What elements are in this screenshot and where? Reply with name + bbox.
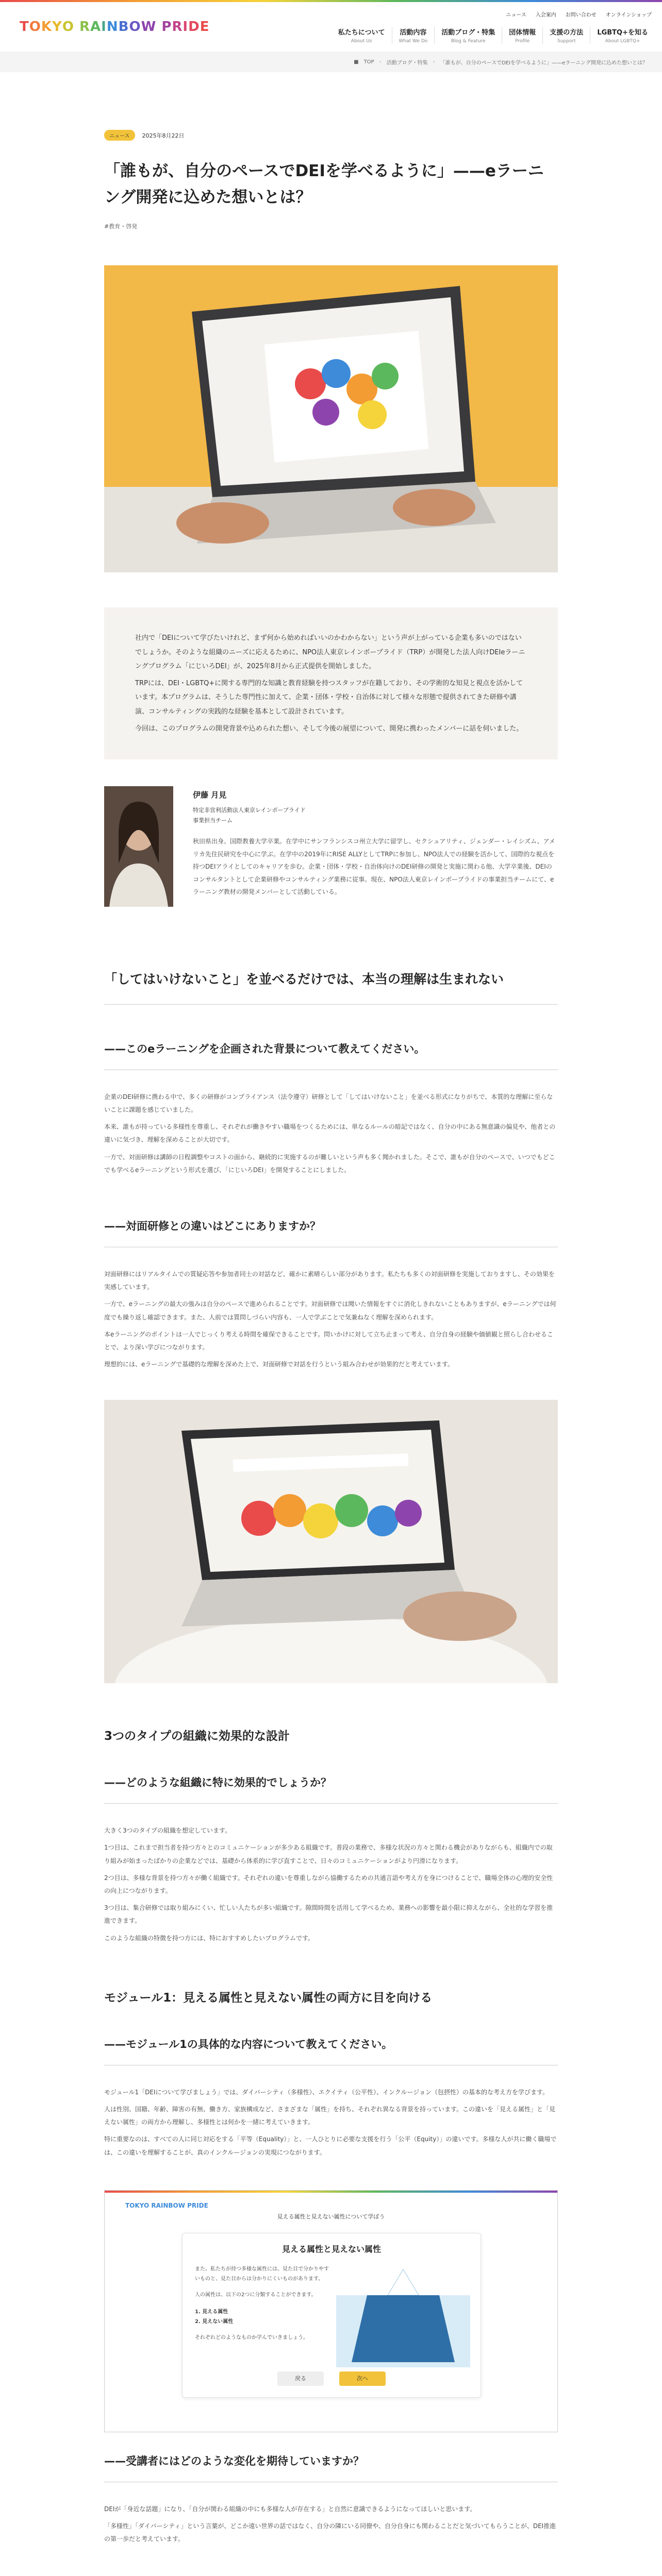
site-header — [0, 2, 662, 52]
hero-image — [104, 265, 558, 572]
utility-nav — [506, 10, 652, 18]
portrait-image — [104, 786, 173, 907]
article — [104, 72, 558, 2576]
slide-brand: TOKYO RAINBOW PRIDE — [125, 2201, 208, 2209]
slide-rainbow-strip — [105, 2191, 557, 2193]
breadcrumb-home[interactable]: TOP — [363, 59, 374, 65]
iceberg-icon — [336, 2264, 470, 2367]
article-date: 2025年8月22日 — [142, 132, 185, 139]
answer-text — [104, 2086, 558, 2159]
nav-main-label: 団体情報 — [509, 29, 536, 37]
profile-info — [193, 786, 558, 907]
slide-back-button[interactable]: 戻る — [277, 2371, 324, 2386]
slide-item: 2. 見えない属性 — [195, 2318, 234, 2325]
section-difference — [104, 1218, 558, 1371]
lead-paragraph: 今回は、このプログラムの開発背景や込められた想い、そして今後の展望について、開発に携わったメンバーに話を伺いました。 — [135, 725, 523, 733]
nav-about[interactable] — [332, 27, 392, 44]
utility-news-link[interactable]: ニュース — [506, 12, 526, 18]
slide-next-button[interactable]: 次へ — [339, 2371, 386, 2386]
slide-buttons — [183, 2371, 481, 2386]
profile-bio: 秋田県出身。国際教養大学卒業。在学中にサンフランシスコ州立大学に留学し、セクシュアリティ、ジェンダー・レイシズム、アメリカ先住民研究を中心に学ぶ。在学中の2019年にRISE ALLYとしてTRPに参加し、NPO法人での経験を活かして、国際的な視点を持つDEIアライとしてのキャリアを歩む。企業・団体・学校・自治体向けのDEI研修の開発と実施に関わる他、大学卒業後、DEIのコンサルタントとして企業研修やコンサルティング業務に従事。現在、NPO法人東京レインボープライドの事業担当チームにて、eラーニング教材の開発メンバーとして活動している。 — [193, 837, 555, 896]
site-logo[interactable]: TOKYO RAINBOW PRIDE — [20, 19, 210, 35]
section-module1 — [104, 2036, 558, 2159]
category-tag[interactable]: ニュース — [104, 130, 135, 141]
nav-profile[interactable] — [502, 27, 543, 44]
answer-paragraph: 2つ目は、多様な背景を持つ方々が働く組織です。それぞれの違いを尊重しながら協働するための共通言語や考え方を身につけることで、職場全体の心理的安全性の向上につながります。 — [104, 1874, 553, 1895]
home-icon: ■ — [354, 59, 359, 65]
nav-main-label: 支援の方法 — [550, 29, 584, 37]
answer-paragraph: 1つ目は、これまで担当者を持つ方々とのコミュニケーションが多少ある組織です。普段の業務で、多様な状況の方々と関わる機会がありながらも、組織内での取り組みが始まったばかりの企業などでは、基礎から体系的に学び直すことで、日々のコミュニケーションがより円滑になります。 — [104, 1844, 553, 1865]
nav-main-label: LGBTQ+を知る — [597, 29, 648, 37]
breadcrumb — [0, 52, 662, 72]
slide-card — [182, 2233, 481, 2398]
main-nav — [332, 27, 655, 44]
section-heading: 3つのタイプの組織に効果的な設計 — [104, 1730, 290, 1743]
answer-paragraph: このような組織の特徴を持つ方には、特におすすめしたいプログラムです。 — [104, 1934, 315, 1942]
article-hashtag[interactable]: #教育・啓発 — [104, 223, 138, 230]
nav-blog[interactable] — [435, 27, 502, 44]
question-heading: ——どのような組織に特に効果的でしょうか？ — [104, 1774, 558, 1804]
nav-sub-label: Profile — [515, 39, 530, 44]
lead-box — [104, 607, 558, 759]
answer-paragraph: 本来、誰もが持っている多様性を尊重し、それぞれが働きやすい職場をつくるためには、単なるルールの暗記ではなく、自分の中にある無意識の偏見や、他者との違いに気づき、理解を深めることが大切です。 — [104, 1123, 556, 1144]
lead-paragraph: TRPには、DEI・LGBTQ+に関する専門的な知識と教育経験を持つスタッフが在籍しており、その学術的な知見と視点を活かしています。本プログラムは、そうした専門性に加えて、企業・団体・学校・自治体に対して様々な形態で提供されてきた研修や講演、コンサルティングの実践的な経験を基本として設計されています。 — [135, 680, 523, 716]
slide-intro: また、私たちが持つ多様な属性には、見た目で分かりやすいものと、見た目からは分かりにくいものがあります。 — [195, 2266, 329, 2282]
nav-support[interactable] — [543, 27, 590, 44]
answer-paragraph: 特に重要なのは、すべての人に同じ対応をする「平等（Equality）」と、一人ひとりに必要な支援を行う「公平（Equity）」の違いです。多様な人が共に働く職場では、この違いを理解することが、真のインクルージョンの実現につながります。 — [104, 2136, 557, 2156]
nav-sub-label: Support — [557, 39, 576, 44]
answer-paragraph: 一方で、eラーニングの最大の強みは自分のペースで進められることです。対面研修では聞いた情報をすぐに消化しきれないこともありますが、eラーニングでは何度でも繰り返し確認できます。また、人前では質問しづらい内容も、一人で学ぶことで気兼ねなく理解を深められます。 — [104, 1300, 556, 1321]
answer-paragraph: 3つ目は、集合研修では取り組みにくい、忙しい人たちが多い組織です。隙間時間を活用して学べるため、業務への影響を最小限に抑えながら、全社的な学習を推進できます。 — [104, 1904, 553, 1925]
laptop-screen-illustration — [104, 1400, 558, 1683]
answer-paragraph: 対面研修にはリアルタイムでの質疑応答や参加者同士の対話など、確かに素晴らしい部分があります。私たちも多くの対面研修を実施しておりますし、その効果を実感しています。 — [104, 1270, 555, 1291]
question-heading: ——モジュール1の具体的な内容について教えてください。 — [104, 2036, 558, 2065]
nav-sub-label: Blog & Feature — [451, 39, 486, 44]
answer-paragraph: 理想的には、eラーニングで基礎的な理解を深めた上で、対面研修で対話を行うという組み合わせが効果的だと考えています。 — [104, 1361, 454, 1368]
nav-sub-label: About Us — [351, 39, 372, 44]
section-expectations — [104, 2453, 558, 2546]
question-heading: ——受講者にはどのような変化を期待していますか？ — [104, 2453, 558, 2482]
utility-contact-link[interactable]: お問い合わせ — [565, 12, 597, 18]
utility-join-link[interactable]: 入会案内 — [535, 12, 556, 18]
question-heading: ——対面研修との違いはどこにありますか？ — [104, 1218, 558, 1247]
nav-main-label: 活動内容 — [400, 29, 427, 37]
nav-main-label: 活動ブログ・特集 — [441, 29, 495, 37]
answer-paragraph: 一方で、対面研修は講師の日程調整やコストの面から、継続的に実施するのが難しいという声も多く聞かれました。そこで、誰もが自分のペースで、いつでもどこでも学べるeラーニングという形式を選び、「にじいろDEI」を開発することにしました。 — [104, 1153, 555, 1174]
nav-main-label: 私たちについて — [338, 29, 385, 37]
utility-shop-link[interactable]: オンラインショップ — [605, 12, 652, 18]
laptop-illustration — [104, 265, 558, 572]
answer-text — [104, 1268, 558, 1371]
elearning-slide-screenshot — [104, 2190, 558, 2432]
answer-paragraph: 大きく3つのタイプの組織を想定しています。 — [104, 1827, 231, 1835]
question-heading: ——このeラーニングを企画された背景について教えてください。 — [104, 1041, 558, 1070]
answer-paragraph: DEIが「身近な話題」になり、「自分が関わる組織の中にも多様な人が存在する」と自然に意識できるようになってほしいと思います。 — [104, 2505, 476, 2513]
section-heading: モジュール1：見える属性と見えない属性の両方に目を向ける — [104, 1991, 433, 2005]
section-quote-heading: 「してはいけないこと」を並べるだけでは、本当の理解は生まれない — [104, 969, 558, 1005]
answer-paragraph: 本eラーニングのポイントは一人でじっくり考える時間を確保できることです。問いかけに対して立ち止まって考え、自分自身の経験や価値観と照らし合わせることで、より深い学びにつながります。 — [104, 1330, 553, 1351]
answer-text — [104, 1824, 558, 1945]
profile-org-line: 特定非営利活動法人東京レインボープライド — [193, 807, 306, 814]
slide-header: 見える属性と見えない属性について学ぼう — [277, 2213, 385, 2220]
slide-title: 見える属性と見えない属性 — [282, 2244, 381, 2254]
breadcrumb-separator: › — [433, 59, 435, 65]
profile-org-line: 事業担当チーム — [193, 817, 233, 824]
slide-item: 1. 見える属性 — [195, 2309, 228, 2315]
breadcrumb-section[interactable]: 活動ブログ・特集 — [386, 60, 428, 66]
section-organizations — [104, 1774, 558, 1945]
answer-paragraph: 企業のDEI研修に携わる中で、多くの研修がコンプライアンス（法令遵守）研修として「してはいけないこと」を並べる形式になりがちで、本質的な理解に至らないことに課題を感じていました。 — [104, 1093, 553, 1114]
breadcrumb-separator: › — [379, 59, 382, 65]
article-meta — [104, 130, 558, 141]
nav-sub-label: About LGBTQ+ — [605, 39, 640, 44]
answer-paragraph: 人は性別、国籍、年齢、障害の有無、働き方、家族構成など、さまざまな「属性」を持ち、それぞれ異なる背景を持っています。この違いを「見える属性」と「見えない属性」の両方から理解し、多様性とは何かを一緒に考えていきます。 — [104, 2105, 556, 2126]
slide-text — [195, 2264, 329, 2343]
nav-sub-label: What We Do — [399, 39, 428, 44]
profile — [104, 786, 558, 907]
breadcrumb-current: 「誰もが、自分のペースでDEIを学べるように」——eラーニング開発に込めた想いとは？ — [440, 60, 648, 66]
slide-question: 人の属性は、以下の2つに分類することができます。 — [195, 2292, 317, 2298]
answer-text — [104, 1091, 558, 1177]
slide-note: それぞれどのようなものか学んでいきましょう。 — [195, 2334, 308, 2341]
laptop-photo — [104, 1400, 558, 1683]
answer-paragraph: モジュール1「DEIについて学びましょう」では、ダイバーシティ（多様性）、エクイティ（公平性）、インクルージョン（包摂性）の基本的な考え方を学びます。 — [104, 2088, 549, 2096]
answer-paragraph: 「多様性」「ダイバーシティ」という言葉が、どこか遠い世界の話ではなく、自分の隣にいる同僚や、自分自身にも関わることだと気づいてもらうことが、DEI推進の第一歩だと考えています。 — [104, 2522, 556, 2543]
lead-paragraph: 社内で「DEIについて学びたいけれど、まず何から始めればいいのかわからない」という声が上がっている企業も多いのではないでしょうか。そのような組織のニーズに応えるために、NPO法人東京レインボープライド（TRP）が開発した法人向けDEIeラーニングプログラム「にじいろDEI」が、2025年8月から正式提供を開始しました。 — [135, 634, 525, 670]
article-title: 「誰もが、自分のペースでDEIを学べるように」——eラーニング開発に込めた想いとは？ — [104, 162, 544, 207]
nav-activities[interactable] — [392, 27, 435, 44]
answer-text — [104, 2503, 558, 2546]
profile-photo — [104, 786, 173, 907]
nav-lgbtq[interactable] — [590, 27, 655, 44]
profile-name: 伊藤 月見 — [193, 790, 227, 800]
section-background — [104, 1041, 558, 1177]
profile-org — [193, 805, 558, 826]
